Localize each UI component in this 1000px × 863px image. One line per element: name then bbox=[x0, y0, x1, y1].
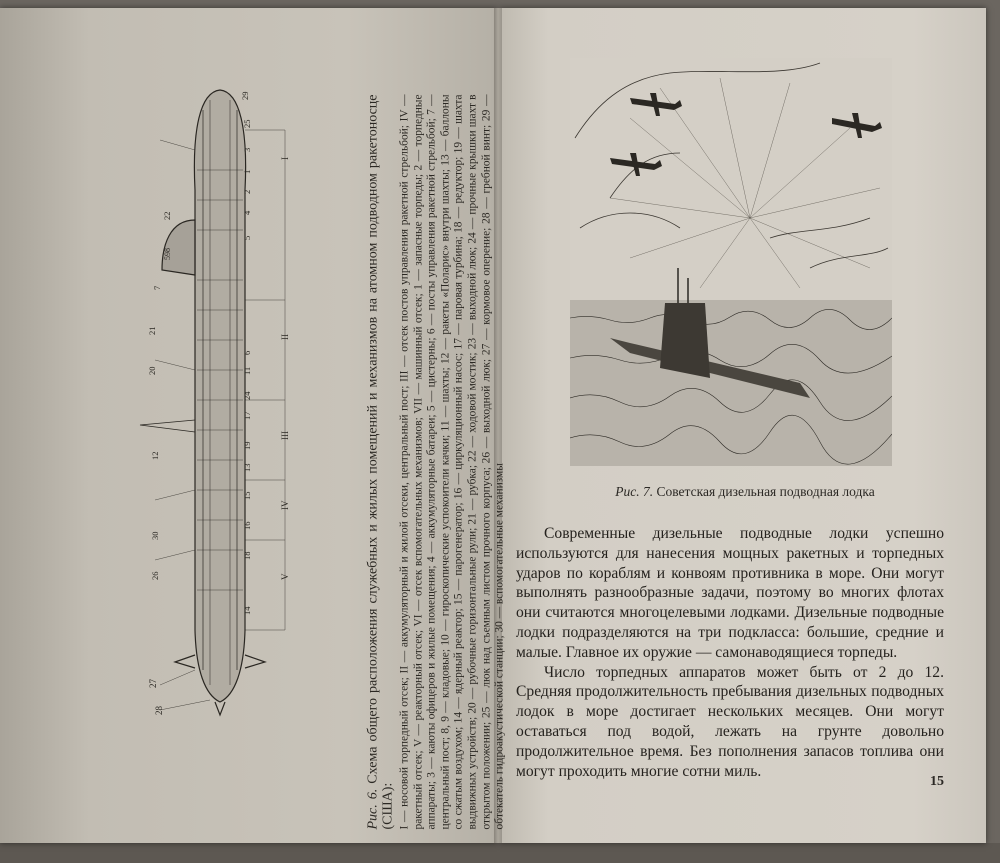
drawing-callout-label: 30 bbox=[150, 531, 160, 540]
svg-text:IV: IV bbox=[280, 500, 290, 510]
diesel-submarine-illustration bbox=[570, 58, 892, 466]
drawing-callout-label: 13 bbox=[242, 463, 252, 472]
drawing-callout-label: 3 bbox=[242, 147, 252, 152]
drawing-callout-label: 5 bbox=[242, 235, 252, 240]
drawing-callout-label: 25 bbox=[242, 119, 252, 128]
figure-6-title: Схема общего расположения служебных и жилых помещений и механизмов на атомном подводном ракетоносце (США): bbox=[365, 94, 396, 830]
figure-7-label: Рис. 7. bbox=[615, 484, 654, 499]
figure-7-caption bbox=[520, 484, 970, 500]
drawing-callout-label: 16 bbox=[242, 521, 252, 530]
drawing-callout-label: 21 bbox=[147, 326, 157, 335]
drawing-callout-label: 18 bbox=[242, 551, 252, 560]
paragraph: Современные дизельные подводные лодки успешно используются для нанесения мощных ракетных и торпедных ударов по кораблям и конвоям противника в море. Они могут выполнять разнообразные задачи, поэтому во многих флотах они считаются многоцелевыми лодками. Дизельные подводные лодки подразделяются на три подкласса: большие, средние и малые. Главное их оружие — самонаводящиеся торпеды. bbox=[516, 525, 944, 661]
figure-6-legend: I — носовой торпедный отсек; II — аккумуляторный и жилой отсеки, центральный пост; III — отсек постов управления ракетной стрельбой; IV — ракетный отсек; V — реакторный отсек; VI — отсек вспомогательных механизмов; VII — машинный отсек; 1 — запасные торпеды; 2 — торпедные аппараты; 3 — каюты офицеров и жилые помещения; 4 — аккумуляторные батареи; 5 — цистерны; 6 — посты управления ракетной стрельбой; 7 — центральный пост; 8, 9 — кладовые; 10 — гироскопические успокоители качки; 11 — шахты; 12 — ракеты «Поларис» внутри шахты; 13 — баллоны со сжатым воздухом; 14 — ядерный реактор; 15 — парогенератор; 16 — циркуляционный насос; 17 — паровая турбина; 18 — редуктор; 19 — шахта выдвижных устройств; 20 — рубочные горизонтальные рули; 21 — рубка; 22 — ходовой мостик; 23 — выходной люк; 24 — прочные крышки шахт в открытом положении; 25 — люк над съемным листом прочного корпуса; 26 — выходной люк; 27 — кормовое оперение; 28 — гребной винт; 29 — обтекатель гидроакустической станции; 30 — вспомогательные механизмы bbox=[398, 94, 506, 830]
body-text bbox=[516, 524, 944, 781]
drawing-callout-label: 19 bbox=[242, 441, 252, 450]
drawing-callout-label: 4 bbox=[242, 210, 252, 215]
drawing-callout-label: 17 bbox=[242, 411, 252, 420]
drawing-callout-label: 29 bbox=[240, 91, 250, 100]
drawing-callout-label: 14 bbox=[242, 606, 252, 615]
drawing-callout-label: 1 bbox=[242, 169, 252, 174]
page-number: 15 bbox=[930, 774, 944, 789]
svg-text:I: I bbox=[280, 157, 290, 160]
drawing-callout-label: 2 bbox=[242, 189, 252, 194]
table-surface bbox=[0, 843, 1000, 863]
submarine-cutaway-drawing bbox=[100, 70, 300, 720]
figure-6-caption bbox=[365, 94, 506, 830]
svg-text:27: 27 bbox=[148, 679, 158, 688]
figure-6-label: Рис. 6. bbox=[365, 788, 381, 830]
figure-7-title: Советская дизельная подводная лодка bbox=[656, 484, 875, 499]
svg-text:28: 28 bbox=[154, 706, 164, 715]
paragraph: Число торпедных аппаратов может быть от 2 до 12. Средняя продолжительность пребывания дизельных подводных лодок в море достигает нескольких месяцев. Они могут оставаться под водой, лежать на грунте довольно продолжительное время. Без пополнения запасов топлива они могут проходить многие сотни миль. bbox=[516, 663, 944, 780]
drawing-callout-label: 22 bbox=[162, 211, 172, 220]
drawing-callout-label: 24 bbox=[242, 391, 252, 400]
hull-number: 598 bbox=[163, 248, 172, 260]
drawing-callout-label: 7 bbox=[152, 285, 162, 290]
drawing-callout-label: 11 bbox=[242, 366, 252, 375]
drawing-callout-label: 12 bbox=[150, 451, 160, 460]
svg-text:V: V bbox=[280, 573, 290, 580]
drawing-callout-label: 20 bbox=[147, 366, 157, 375]
drawing-callout-label: 26 bbox=[150, 571, 160, 580]
svg-text:II: II bbox=[280, 334, 290, 340]
drawing-callout-label: 15 bbox=[242, 491, 252, 500]
svg-text:III: III bbox=[280, 431, 290, 440]
drawing-callout-label: 6 bbox=[242, 350, 252, 355]
